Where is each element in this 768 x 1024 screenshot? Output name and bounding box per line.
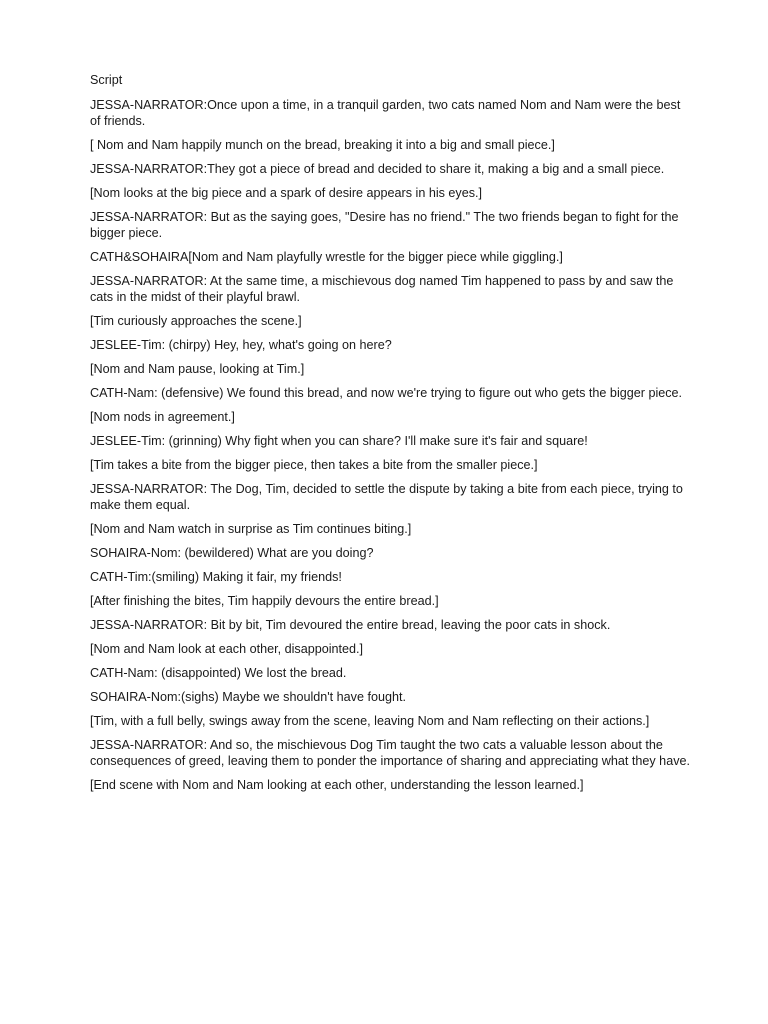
script-paragraph: CATH-Nam: (defensive) We found this bread, and now we're trying to figure out who gets the bigger piece. — [90, 386, 683, 400]
script-paragraph: JESLEE-Tim: (grinning) Why fight when you can share? I'll make sure it's fair and square! — [90, 434, 588, 448]
script-paragraph: [Nom and Nam pause, looking at Tim.] — [90, 362, 305, 376]
script-paragraph: [Tim, with a full belly, swings away from the scene, leaving Nom and Nam reflecting on their actions.] — [90, 714, 650, 728]
script-paragraph: JESSA-NARRATOR: At the same time, a mischievous dog named Tim happened to pass by and saw the cats in the midst of their playful brawl. — [90, 274, 674, 304]
script-paragraph: JESSA-NARRATOR: The Dog, Tim, decided to settle the dispute by taking a bite from each piece, trying to make them equal. — [90, 482, 683, 512]
script-paragraph: [ Nom and Nam happily munch on the bread, breaking it into a big and small piece.] — [90, 138, 555, 152]
document-title: Script — [90, 73, 123, 87]
script-paragraph: [End scene with Nom and Nam looking at each other, understanding the lesson learned.] — [90, 778, 584, 792]
script-paragraph: JESSA-NARRATOR: Bit by bit, Tim devoured the entire bread, leaving the poor cats in shock. — [90, 618, 611, 632]
script-paragraph: JESLEE-Tim: (chirpy) Hey, hey, what's going on here? — [90, 338, 392, 352]
script-paragraph: JESSA-NARRATOR: And so, the mischievous Dog Tim taught the two cats a valuable lesson about the consequences of greed, leaving them to ponder the importance of sharing and appreciating what they have. — [90, 738, 690, 768]
script-paragraph: [After finishing the bites, Tim happily devours the entire bread.] — [90, 594, 439, 608]
script-paragraph: SOHAIRA-Nom: (bewildered) What are you doing? — [90, 546, 374, 560]
script-paragraph: SOHAIRA-Nom:(sighs) Maybe we shouldn't have fought. — [90, 690, 406, 704]
script-paragraph: CATH&SOHAIRA[Nom and Nam playfully wrestle for the bigger piece while giggling.] — [90, 250, 563, 264]
script-paragraph: [Nom nods in agreement.] — [90, 410, 235, 424]
script-paragraph: CATH-Tim:(smiling) Making it fair, my friends! — [90, 570, 342, 584]
script-paragraph: JESSA-NARRATOR:They got a piece of bread and decided to share it, making a big and a small piece. — [90, 162, 665, 176]
paragraph-list — [90, 97, 690, 793]
script-paragraph: JESSA-NARRATOR: But as the saying goes, "Desire has no friend." The two friends began to fight for the bigger piece. — [90, 210, 679, 240]
script-paragraph: JESSA-NARRATOR:Once upon a time, in a tranquil garden, two cats named Nom and Nam were the best of friends. — [90, 98, 681, 128]
script-paragraph: [Tim curiously approaches the scene.] — [90, 314, 302, 328]
script-paragraph: [Nom looks at the big piece and a spark of desire appears in his eyes.] — [90, 186, 483, 200]
script-body — [90, 72, 690, 801]
script-paragraph: [Tim takes a bite from the bigger piece, then takes a bite from the smaller piece.] — [90, 458, 538, 472]
script-paragraph: CATH-Nam: (disappointed) We lost the bread. — [90, 666, 347, 680]
script-paragraph: [Nom and Nam watch in surprise as Tim continues biting.] — [90, 522, 412, 536]
script-paragraph: [Nom and Nam look at each other, disappointed.] — [90, 642, 364, 656]
